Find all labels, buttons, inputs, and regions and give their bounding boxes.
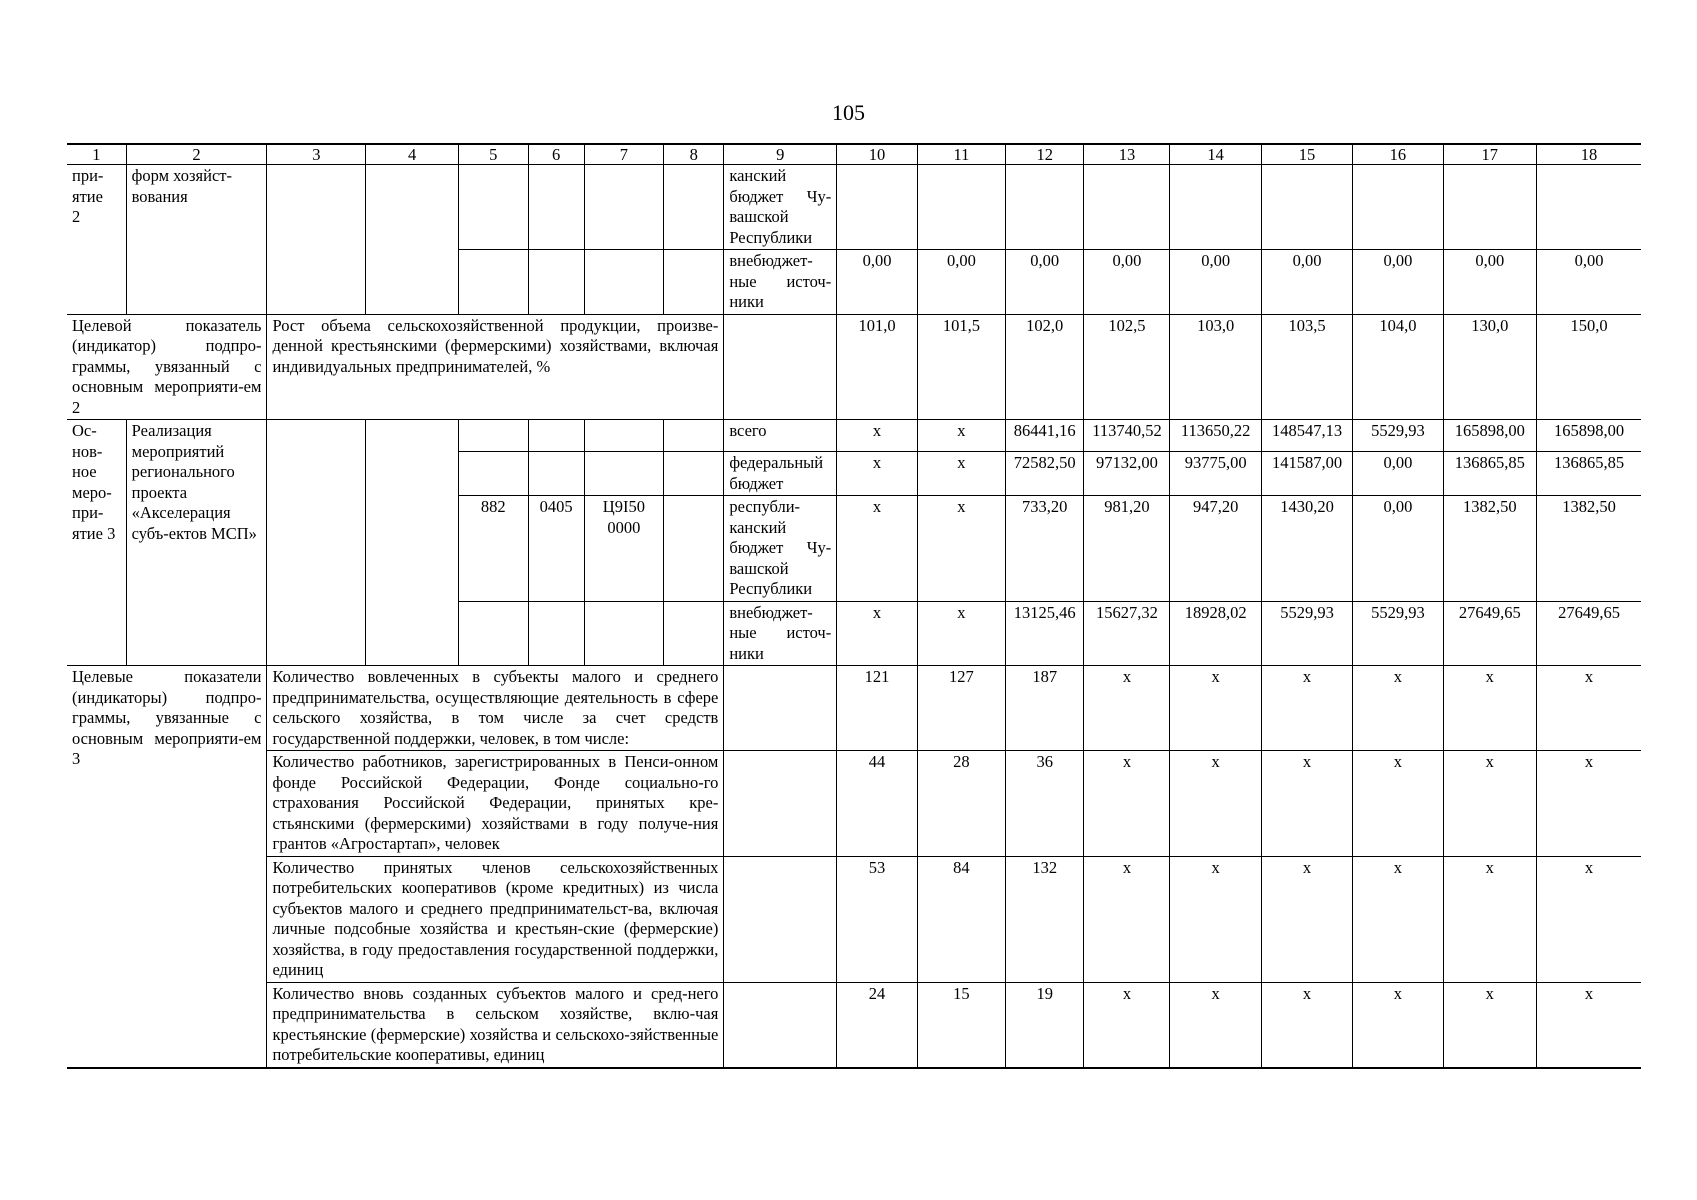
- header-cell: 17: [1443, 144, 1537, 165]
- value-cell: 0,00: [1353, 452, 1443, 496]
- value-cell: 136865,85: [1537, 452, 1641, 496]
- value-cell: x: [1443, 856, 1537, 982]
- table-cell: [724, 314, 837, 420]
- indicator-text: Количество принятых членов сельскохозяйственных потребительских кооперативов (кроме кредитных) из числа субъектов малого и среднего предпринимательст-ва, включая личные подсобные хозяйства и крестьян-ские (фермерские) хозяйства, в году предоставления государственной поддержки, единиц: [267, 856, 724, 982]
- table-cell: [267, 165, 366, 315]
- value-cell: x: [1443, 751, 1537, 857]
- table-cell: [267, 420, 366, 666]
- table-cell: [528, 420, 584, 452]
- table-row: [67, 420, 1641, 452]
- table-cell: [1084, 165, 1170, 250]
- value-cell: x: [1084, 982, 1170, 1068]
- code-cell: 882: [458, 496, 528, 602]
- header-cell: 13: [1084, 144, 1170, 165]
- table-cell: [1537, 165, 1641, 250]
- value-cell: 0,00: [917, 250, 1005, 315]
- measure-number: при- ятие 2: [67, 165, 126, 315]
- value-cell: 72582,50: [1006, 452, 1084, 496]
- indicator-label: Целевые показатели (индикаторы) подпро-граммы, увязанные с основным мероприяти-ем 3: [67, 666, 267, 1068]
- header-cell: 11: [917, 144, 1005, 165]
- value-cell: x: [837, 420, 918, 452]
- value-cell: 733,20: [1006, 496, 1084, 602]
- value-cell: 148547,13: [1261, 420, 1352, 452]
- table-cell: [584, 165, 664, 250]
- value-cell: x: [1537, 982, 1641, 1068]
- measure-name: Реализация мероприятий регионального проекта «Акселерация субъ-ектов МСП»: [126, 420, 267, 666]
- indicator-text: Количество вновь созданных субъектов малого и сред-него предпринимательства в сельском хозяйстве, вклю-чая крестьянские (фермерские) хозяйства и сельскохо-зяйственные потребительские кооперативы, единиц: [267, 982, 724, 1068]
- value-cell: 101,0: [837, 314, 918, 420]
- value-cell: 19: [1006, 982, 1084, 1068]
- value-cell: 132: [1006, 856, 1084, 982]
- header-cell: 12: [1006, 144, 1084, 165]
- table-cell: [458, 452, 528, 496]
- value-cell: 103,0: [1170, 314, 1261, 420]
- table-cell: [528, 250, 584, 315]
- header-cell: 10: [837, 144, 918, 165]
- value-cell: 13125,46: [1006, 601, 1084, 666]
- value-cell: 165898,00: [1537, 420, 1641, 452]
- header-cell: 1: [67, 144, 126, 165]
- page-number: 105: [832, 100, 865, 125]
- funding-source: федеральный бюджет: [724, 452, 837, 496]
- indicator-text: Количество вовлеченных в субъекты малого и среднего предпринимательства, осуществляющие деятельность в сфере сельского хозяйства, в том числе за счет средств государственной поддержки, человек, в том числе:: [267, 666, 724, 751]
- table-cell: [1443, 165, 1537, 250]
- value-cell: 53: [837, 856, 918, 982]
- value-cell: 15: [917, 982, 1005, 1068]
- value-cell: x: [1261, 751, 1352, 857]
- table-cell: [584, 601, 664, 666]
- measure-number: Ос-нов-ное меро-при-ятие 3: [67, 420, 126, 666]
- table-cell: [664, 452, 724, 496]
- header-cell: 14: [1170, 144, 1261, 165]
- header-cell: 9: [724, 144, 837, 165]
- table-cell: [664, 165, 724, 250]
- value-cell: 141587,00: [1261, 452, 1352, 496]
- table-cell: [366, 420, 458, 666]
- value-cell: x: [837, 601, 918, 666]
- table-row: [67, 856, 1641, 982]
- value-cell: x: [1537, 856, 1641, 982]
- value-cell: 5529,93: [1353, 601, 1443, 666]
- header-cell: 4: [366, 144, 458, 165]
- value-cell: x: [1170, 982, 1261, 1068]
- value-cell: 113650,22: [1170, 420, 1261, 452]
- value-cell: 103,5: [1261, 314, 1352, 420]
- value-cell: 101,5: [917, 314, 1005, 420]
- table-cell: [917, 165, 1005, 250]
- table-cell: [366, 165, 458, 315]
- table-cell: [528, 165, 584, 250]
- value-cell: 121: [837, 666, 918, 751]
- value-cell: 102,5: [1084, 314, 1170, 420]
- value-cell: x: [1170, 666, 1261, 751]
- table-cell: [584, 420, 664, 452]
- value-cell: 24: [837, 982, 918, 1068]
- header-cell: 6: [528, 144, 584, 165]
- table-cell: [724, 856, 837, 982]
- value-cell: 44: [837, 751, 918, 857]
- measure-name: форм хозяйст- вования: [126, 165, 267, 315]
- value-cell: 1430,20: [1261, 496, 1352, 602]
- table-cell: [664, 496, 724, 602]
- indicator-text: Количество работников, зарегистрированных в Пенси-онном фонде Российской Федерации, Фонде социально-го страхования Российской Федерации, принятых кре-стьянскими (фермерскими) хозяйствами в году получе-ния грантов «Агростартап», человек: [267, 751, 724, 857]
- table-cell: [1006, 165, 1084, 250]
- value-cell: x: [1537, 666, 1641, 751]
- header-cell: 2: [126, 144, 267, 165]
- table-body: [67, 144, 1641, 1068]
- value-cell: 84: [917, 856, 1005, 982]
- value-cell: 0,00: [1084, 250, 1170, 315]
- value-cell: x: [1170, 751, 1261, 857]
- value-cell: x: [1261, 856, 1352, 982]
- value-cell: 113740,52: [1084, 420, 1170, 452]
- header-cell: 7: [584, 144, 664, 165]
- value-cell: x: [1084, 666, 1170, 751]
- table-row: [67, 751, 1641, 857]
- value-cell: x: [1537, 751, 1641, 857]
- value-cell: 1382,50: [1443, 496, 1537, 602]
- table-cell: [458, 601, 528, 666]
- value-cell: 165898,00: [1443, 420, 1537, 452]
- table-cell: [664, 250, 724, 315]
- header-cell: 16: [1353, 144, 1443, 165]
- value-cell: 0,00: [1443, 250, 1537, 315]
- value-cell: 136865,85: [1443, 452, 1537, 496]
- value-cell: x: [837, 452, 918, 496]
- value-cell: 187: [1006, 666, 1084, 751]
- value-cell: 102,0: [1006, 314, 1084, 420]
- table-row: [67, 666, 1641, 751]
- value-cell: 97132,00: [1084, 452, 1170, 496]
- funding-source: всего: [724, 420, 837, 452]
- value-cell: 18928,02: [1170, 601, 1261, 666]
- value-cell: x: [1261, 982, 1352, 1068]
- code-cell: 0405: [528, 496, 584, 602]
- value-cell: 36: [1006, 751, 1084, 857]
- funding-source: канский бюджет Чу-вашской Республики: [724, 165, 837, 250]
- value-cell: 104,0: [1353, 314, 1443, 420]
- table-cell: [458, 420, 528, 452]
- value-cell: x: [1353, 751, 1443, 857]
- value-cell: x: [1084, 856, 1170, 982]
- value-cell: 0,00: [1170, 250, 1261, 315]
- funding-source: внебюджет-ные источ-ники: [724, 601, 837, 666]
- value-cell: x: [1353, 982, 1443, 1068]
- table-cell: [664, 420, 724, 452]
- header-cell: 15: [1261, 144, 1352, 165]
- value-cell: x: [917, 452, 1005, 496]
- value-cell: 0,00: [1537, 250, 1641, 315]
- indicator-label: Целевой показатель (индикатор) подпро-граммы, увязанный с основным мероприяти-ем 2: [67, 314, 267, 420]
- value-cell: x: [1353, 856, 1443, 982]
- value-cell: x: [917, 420, 1005, 452]
- table-cell: [458, 165, 528, 250]
- table-cell: [528, 452, 584, 496]
- header-cell: 18: [1537, 144, 1641, 165]
- header-row: [67, 144, 1641, 165]
- value-cell: 15627,32: [1084, 601, 1170, 666]
- value-cell: 0,00: [1006, 250, 1084, 315]
- value-cell: 0,00: [837, 250, 918, 315]
- table-cell: [1170, 165, 1261, 250]
- header-cell: 5: [458, 144, 528, 165]
- value-cell: 0,00: [1353, 496, 1443, 602]
- value-cell: x: [917, 496, 1005, 602]
- table-cell: [724, 982, 837, 1068]
- value-cell: x: [1443, 666, 1537, 751]
- funding-source: республи-канский бюджет Чу-вашской Республики: [724, 496, 837, 602]
- value-cell: 27649,65: [1443, 601, 1537, 666]
- value-cell: 1382,50: [1537, 496, 1641, 602]
- value-cell: 5529,93: [1261, 601, 1352, 666]
- table-cell: [584, 250, 664, 315]
- code-cell: Ц9I50 0000: [584, 496, 664, 602]
- budget-table: [67, 143, 1641, 1069]
- value-cell: 5529,93: [1353, 420, 1443, 452]
- funding-source: внебюджет-ные источ-ники: [724, 250, 837, 315]
- value-cell: 93775,00: [1170, 452, 1261, 496]
- table-cell: [1261, 165, 1352, 250]
- value-cell: x: [837, 496, 918, 602]
- table-cell: [724, 751, 837, 857]
- indicator-text: Рост объема сельскохозяйственной продукции, произве-денной крестьянскими (фермерскими) хозяйствами, включая индивидуальных предпринимателей, %: [267, 314, 724, 420]
- table-cell: [584, 452, 664, 496]
- table-cell: [724, 666, 837, 751]
- value-cell: 981,20: [1084, 496, 1170, 602]
- table-row: [67, 982, 1641, 1068]
- value-cell: 130,0: [1443, 314, 1537, 420]
- table-cell: [528, 601, 584, 666]
- value-cell: 86441,16: [1006, 420, 1084, 452]
- table-row: [67, 165, 1641, 250]
- value-cell: 28: [917, 751, 1005, 857]
- table-cell: [458, 250, 528, 315]
- value-cell: 150,0: [1537, 314, 1641, 420]
- table-cell: [664, 601, 724, 666]
- header-cell: 3: [267, 144, 366, 165]
- value-cell: x: [1353, 666, 1443, 751]
- table-cell: [837, 165, 918, 250]
- table-row: [67, 314, 1641, 420]
- header-cell: 8: [664, 144, 724, 165]
- value-cell: 0,00: [1353, 250, 1443, 315]
- value-cell: 127: [917, 666, 1005, 751]
- value-cell: x: [1261, 666, 1352, 751]
- value-cell: 27649,65: [1537, 601, 1641, 666]
- table-cell: [1353, 165, 1443, 250]
- value-cell: x: [917, 601, 1005, 666]
- value-cell: 0,00: [1261, 250, 1352, 315]
- value-cell: x: [1443, 982, 1537, 1068]
- value-cell: x: [1170, 856, 1261, 982]
- value-cell: x: [1084, 751, 1170, 857]
- value-cell: 947,20: [1170, 496, 1261, 602]
